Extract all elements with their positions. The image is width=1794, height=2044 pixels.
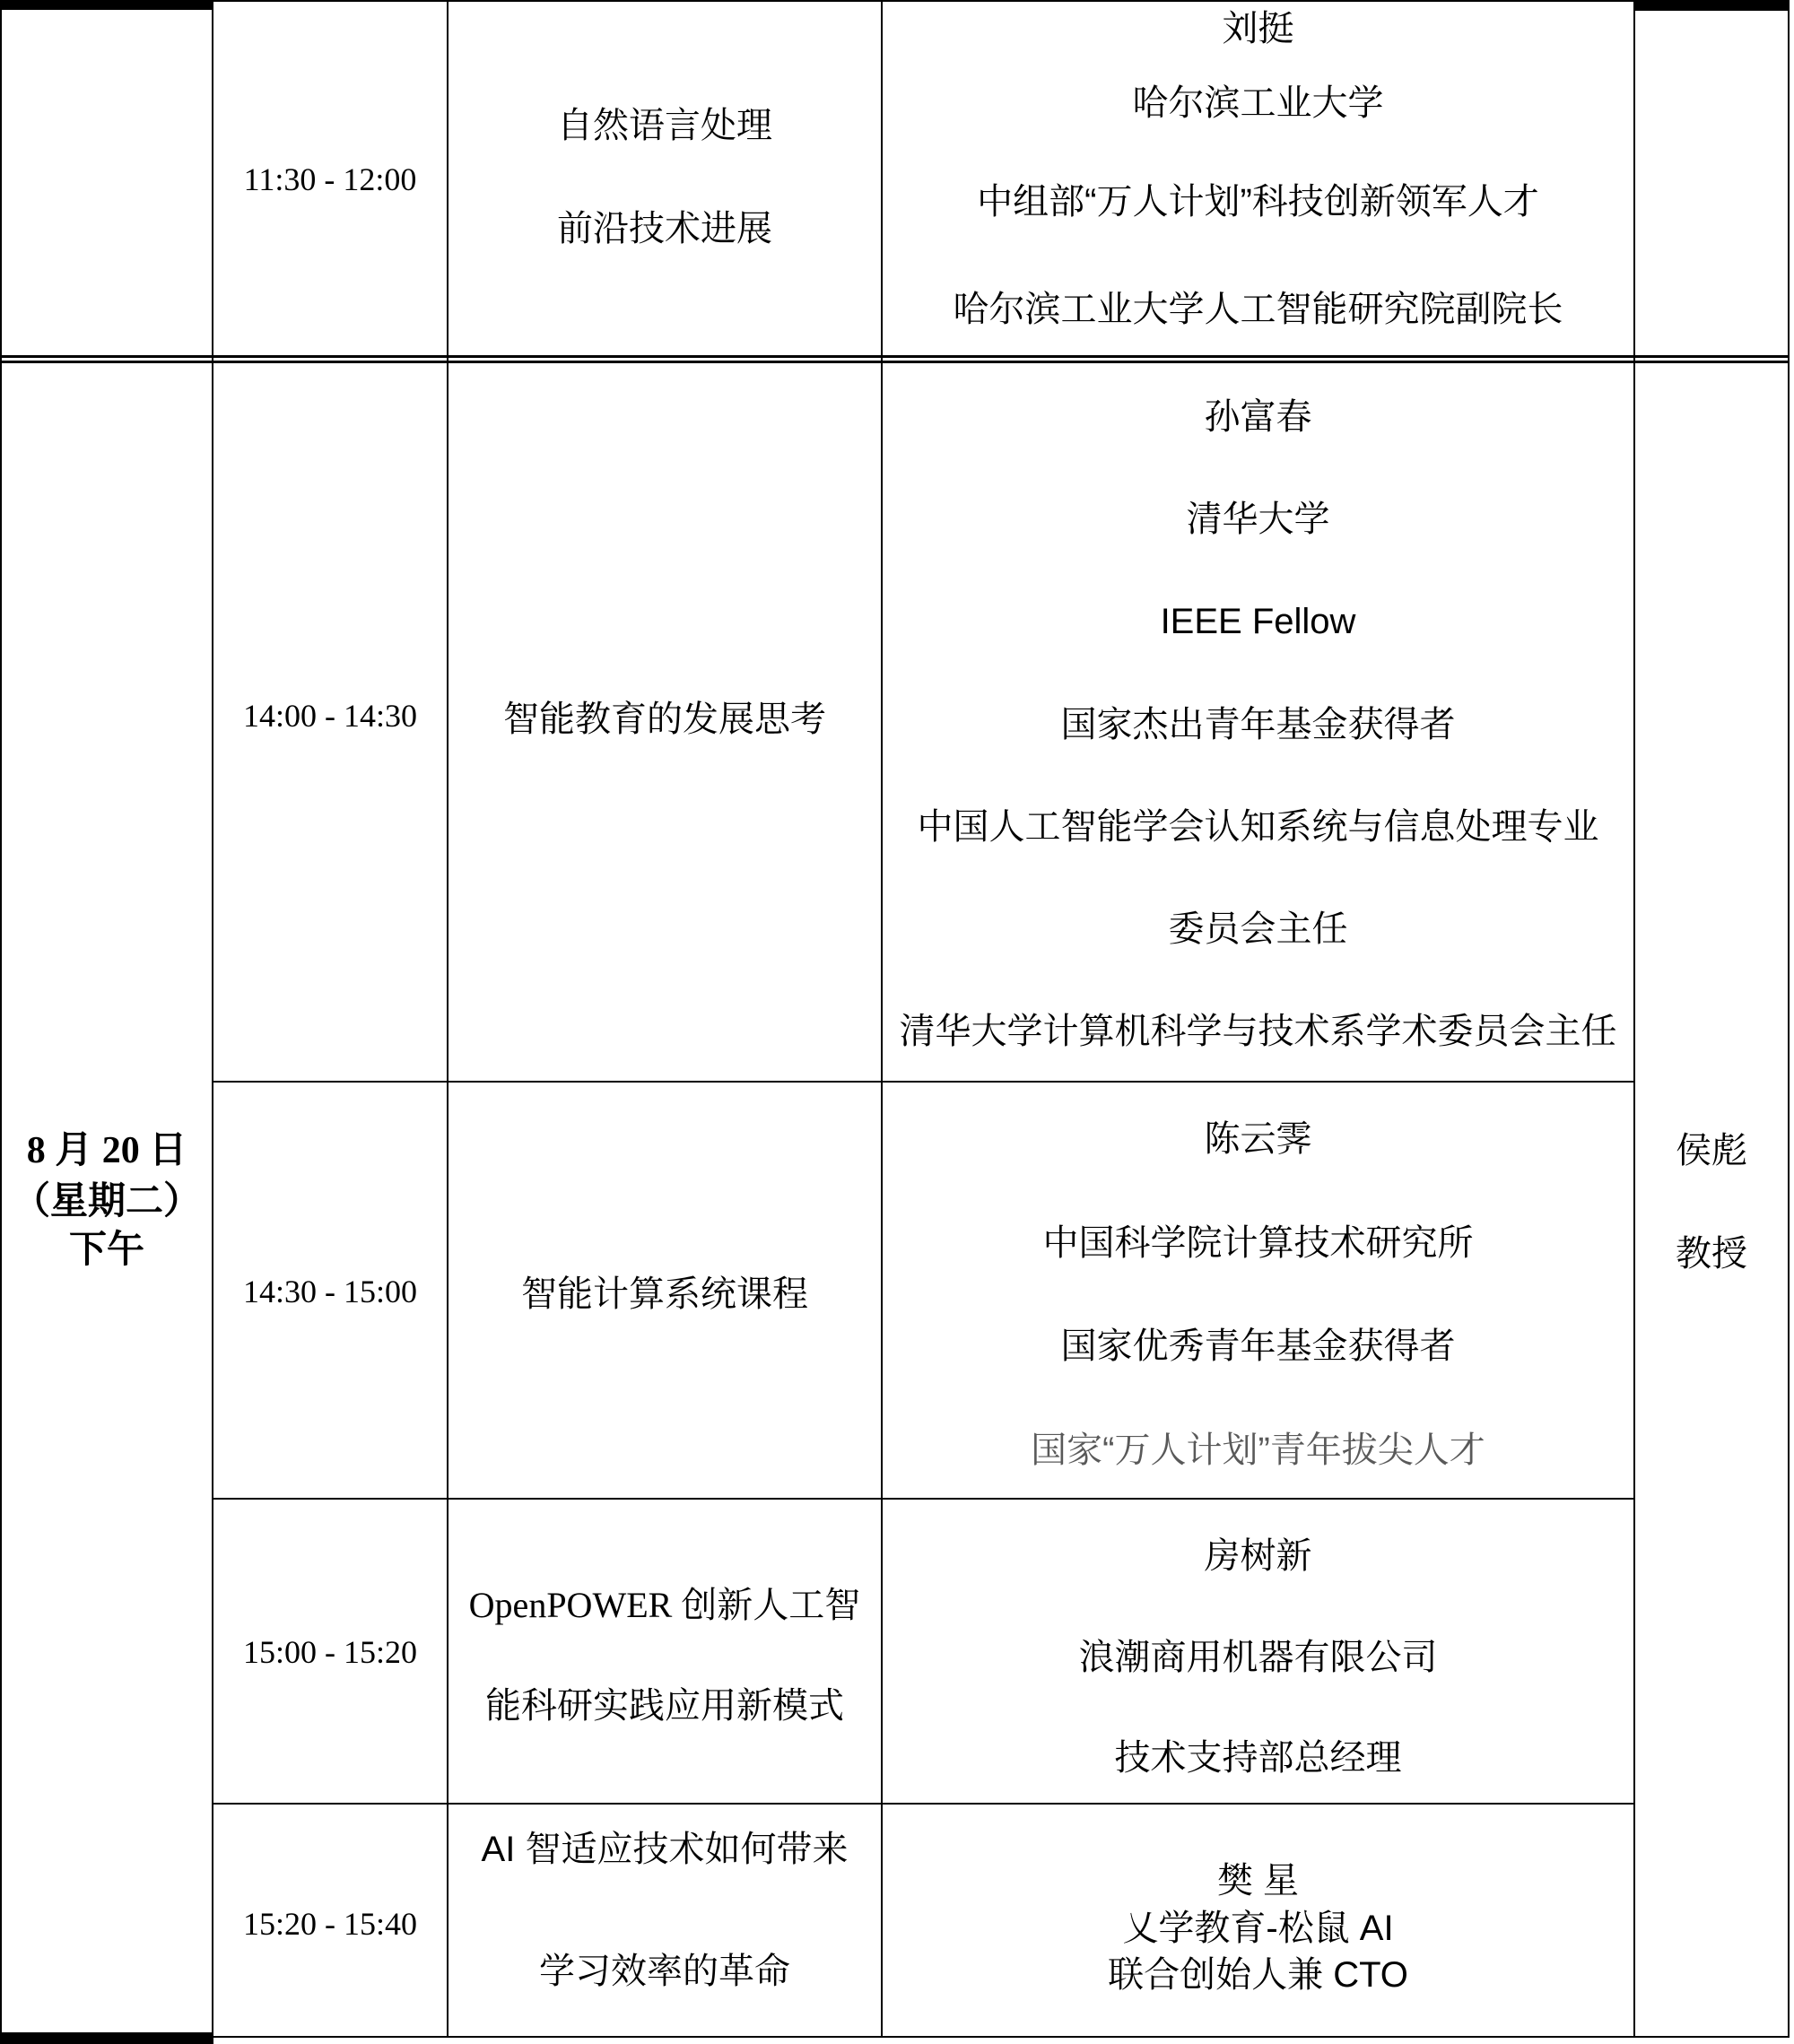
speaker-line: IEEE Fellow	[1160, 602, 1356, 641]
speaker-line: 哈尔滨工业大学人工智能研究院副院长	[953, 290, 1563, 329]
speaker-line: 技术支持部总经理	[1114, 1738, 1402, 1778]
grid-vline	[881, 0, 883, 2038]
host-cell-line: 侯彪	[1676, 1131, 1747, 1170]
grid-hline	[212, 1498, 1635, 1500]
speaker-line: 浪潮商用机器有限公司	[1078, 1638, 1438, 1677]
speaker-line: 中国人工智能学会认知系统与信息处理专业	[917, 807, 1599, 847]
speaker-line: 刘挺	[1222, 9, 1294, 48]
date-cell-line: （星期二）	[12, 1181, 201, 1222]
time-cell: 11:30 - 12:00	[243, 161, 417, 197]
speaker-line: 联合创始人兼 CTO	[1108, 1955, 1408, 1995]
speaker-line: 中组部“万人计划”科技创新领军人才	[977, 182, 1539, 222]
topic-line: 前沿技术进展	[557, 209, 772, 248]
time-cell: 14:00 - 14:30	[243, 698, 417, 734]
grid-vline	[212, 0, 213, 2038]
topic-line: 智能教育的发展思考	[503, 700, 826, 739]
grid-hline	[0, 2032, 213, 2044]
date-cell-line: 下午	[68, 1230, 144, 1271]
topic-line: OpenPOWER 创新人工智	[468, 1585, 861, 1625]
speaker-line-muted: 国家“万人计划”青年拔尖人才	[1031, 1431, 1485, 1470]
time-cell: 15:00 - 15:20	[243, 1634, 417, 1670]
grid-hline	[0, 361, 1790, 363]
time-cell: 14:30 - 15:00	[243, 1274, 417, 1309]
speaker-line: 房树新	[1204, 1536, 1312, 1576]
speaker-line: 陈云霁	[1204, 1119, 1312, 1159]
speaker-line: 乂学教育-松鼠 AI	[1122, 1909, 1394, 1948]
date-cell-line: 8 月 20 日	[26, 1130, 187, 1171]
grid-hline	[0, 0, 212, 10]
speaker-line: 国家杰出青年基金获得者	[1060, 705, 1456, 744]
speaker-line: 清华大学计算机科学与技术系学术委员会主任	[899, 1012, 1617, 1051]
grid-vline	[0, 0, 2, 2038]
topic-line: 智能计算系统课程	[521, 1274, 808, 1314]
grid-hline	[212, 1081, 1635, 1083]
grid-hline	[0, 0, 1790, 2]
time-cell: 15:20 - 15:40	[243, 1906, 417, 1942]
topic-line: 学习效率的革命	[539, 1952, 790, 1991]
grid-vline	[447, 0, 448, 2038]
speaker-line: 孙富春	[1204, 397, 1312, 437]
host-cell-line: 教授	[1676, 1234, 1747, 1274]
grid-hline	[0, 2036, 1790, 2038]
grid-hline	[212, 1803, 1635, 1805]
grid-hline	[1635, 0, 1790, 11]
speaker-line: 清华大学	[1186, 500, 1330, 539]
speaker-line: 哈尔滨工业大学	[1132, 83, 1384, 123]
grid-hline	[0, 355, 1790, 358]
topic-line: 能科研实践应用新模式	[485, 1686, 844, 1726]
speaker-line: 樊 星	[1216, 1861, 1300, 1900]
grid-vline	[1633, 0, 1635, 2038]
speaker-line: 委员会主任	[1168, 909, 1348, 949]
grid-vline	[1788, 0, 1790, 2038]
speaker-line: 中国科学院计算技术研究所	[1042, 1223, 1474, 1263]
speaker-line: 国家优秀青年基金获得者	[1060, 1326, 1456, 1366]
topic-line: AI 智适应技术如何带来	[481, 1830, 849, 1869]
topic-line: 自然语言处理	[557, 106, 772, 145]
